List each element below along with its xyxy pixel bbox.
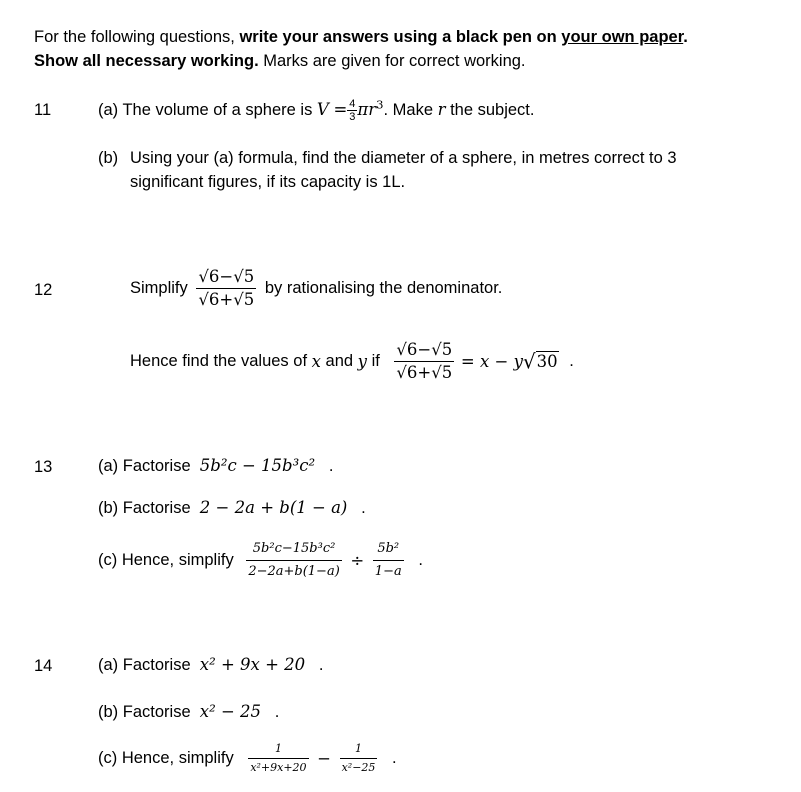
q14-a-expr: x² + 9x + 20 <box>199 655 306 674</box>
q14-c-minus: − <box>317 749 331 768</box>
q14-c-end: . <box>392 749 397 767</box>
q13-c-frac2-den: 1−a <box>374 564 402 579</box>
q13-b-end: . <box>361 499 366 517</box>
q12-var-x: x <box>311 352 321 371</box>
q12-simplify-text: Simplify <box>130 279 188 297</box>
q14-part-a <box>98 655 324 675</box>
intro-text-1: For the following questions, <box>34 28 240 46</box>
q13-c-fraction-2 <box>373 538 404 583</box>
q14-a-end: . <box>318 656 324 674</box>
instructions-line-2 <box>34 52 526 71</box>
q11-a-exponent: 3 <box>376 97 384 112</box>
q12-hence-text: Hence find the values of <box>130 352 308 370</box>
q11-a-var-v: V <box>316 100 329 119</box>
question-number-12: 12 <box>34 281 53 299</box>
q14-b-expr: x² − 25 <box>199 702 262 721</box>
question-number-13: 13 <box>34 458 53 476</box>
intro-text-2: Marks are given for correct working. <box>258 52 526 70</box>
q14-c-fraction-1 <box>248 740 308 777</box>
q11-b-line-1: Using your (a) formula, find the diameter of a sphere, in metres correct to 3 <box>130 149 677 167</box>
q13-c-frac2-num: 5b² <box>373 538 404 561</box>
q11-a-eq: = <box>333 100 348 119</box>
q13-a-expr: 5b²c − 15b³c² <box>199 456 316 475</box>
instructions-line-1 <box>34 28 688 47</box>
q11-a-make: . Make <box>383 101 434 119</box>
q11-a-frac-den: 3 <box>349 111 356 124</box>
q13-part-c <box>98 538 423 583</box>
q13-a-label: (a) <box>98 457 119 475</box>
q11-b-label: (b) <box>98 149 119 167</box>
q13-c-text: Hence, simplify <box>121 551 234 569</box>
q12-and: and <box>325 352 354 370</box>
q14-part-c <box>98 740 397 777</box>
q13-a-end: . <box>328 457 334 475</box>
q13-c-fraction-1 <box>246 538 341 583</box>
q13-b-expr: 2 − 2a + b(1 − a) <box>199 498 348 517</box>
q14-b-label: (b) <box>98 703 119 721</box>
q14-c-frac1-den: x²+9x+20 <box>250 761 307 774</box>
intro-bold-1: write your answers using a black pen on <box>239 28 562 46</box>
q11-a-fraction <box>347 98 357 123</box>
q12-root-sign: √ <box>522 349 536 374</box>
q11-a-pi-r: πr <box>357 100 377 119</box>
q11-part-a <box>98 91 534 129</box>
q13-b-label: (b) <box>98 499 119 517</box>
q13-a-text: Factorise <box>122 457 191 475</box>
q11-a-subject: the subject. <box>450 101 535 119</box>
q14-b-end: . <box>274 703 280 721</box>
q14-c-text: Hence, simplify <box>121 749 234 767</box>
q12-fraction <box>196 266 256 311</box>
q14-c-frac2-num: 1 <box>340 740 378 759</box>
intro-bold-underline: your own paper <box>561 28 684 46</box>
q14-a-label: (a) <box>98 656 119 674</box>
q11-a-frac-num: 4 <box>349 98 356 111</box>
q14-a-text: Factorise <box>122 656 191 674</box>
q12-hence-line <box>130 339 574 384</box>
q13-c-frac1-num: 5b²c−15b³c² <box>246 538 341 561</box>
q13-c-end: . <box>418 551 423 569</box>
q13-c-frac1-den: 2−2a+b(1−a) <box>248 564 340 579</box>
q12-if: if <box>371 352 380 370</box>
q11-a-label: (a) <box>98 101 119 119</box>
q12-simplify-line <box>130 266 502 311</box>
intro-period: . <box>683 28 688 46</box>
q11-a-var-r: r <box>437 100 446 119</box>
intro-bold-2: Show all necessary working. <box>34 52 259 70</box>
q12-root-value: 30 <box>536 352 558 371</box>
q12-frac-den: √6+√5 <box>198 290 255 309</box>
q13-b-text: Factorise <box>122 499 191 517</box>
q12-var-y: y <box>357 352 367 371</box>
q11-a-text: The volume of a sphere is <box>122 101 313 119</box>
q12-end: . <box>569 352 574 370</box>
q13-part-a <box>98 456 333 476</box>
question-number-14: 14 <box>34 657 53 675</box>
q12-frac2-num: √6−√5 <box>394 339 454 362</box>
q14-c-frac2-den: x²−25 <box>341 761 376 774</box>
q12-rhs: = x − y <box>460 352 523 371</box>
q13-c-label: (c) <box>98 551 118 569</box>
q13-part-b <box>98 498 366 518</box>
q12-frac-num: √6−√5 <box>196 266 256 289</box>
q14-c-frac1-num: 1 <box>248 740 308 759</box>
q12-frac2-den: √6+√5 <box>396 363 453 382</box>
q12-rationalise-text: by rationalising the denominator. <box>264 279 503 297</box>
question-number-11: 11 <box>34 101 52 119</box>
q11-b-line-2: significant figures, if its capacity is 1L. <box>130 173 406 191</box>
q12-fraction-2 <box>394 339 454 384</box>
q13-c-divide: ÷ <box>350 551 365 570</box>
q14-part-b <box>98 702 279 722</box>
q14-c-fraction-2 <box>340 740 378 777</box>
q14-b-text: Factorise <box>122 703 191 721</box>
q14-c-label: (c) <box>98 749 118 767</box>
